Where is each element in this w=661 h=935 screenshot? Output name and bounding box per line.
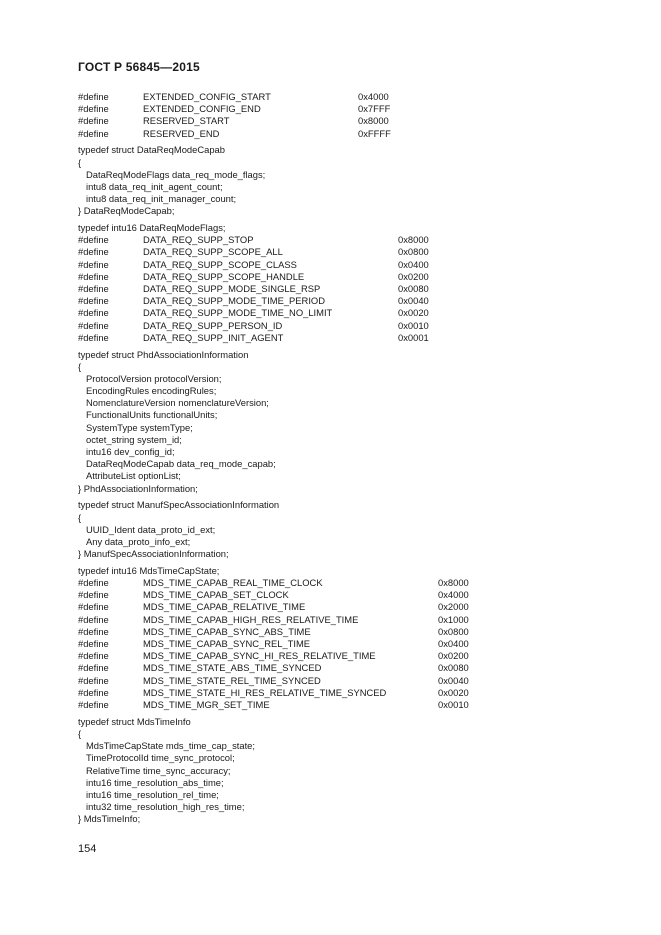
define-line bbox=[78, 650, 598, 662]
open-brace: { bbox=[78, 156, 82, 168]
define-value: 0x0400 bbox=[438, 638, 469, 650]
struct-field: octet_string system_id; bbox=[86, 433, 182, 445]
define-line bbox=[78, 577, 598, 589]
define-line bbox=[78, 91, 598, 103]
struct-field: EncodingRules encodingRules; bbox=[86, 385, 217, 397]
define-name: MDS_TIME_MGR_SET_TIME bbox=[143, 698, 270, 710]
define-value: 0x0080 bbox=[438, 662, 469, 674]
define-value: 0x4000 bbox=[438, 589, 469, 601]
define-keyword: #define bbox=[78, 295, 109, 307]
define-name: DATA_REQ_SUPP_SCOPE_CLASS bbox=[143, 258, 297, 270]
define-name: MDS_TIME_CAPAB_HIGH_RES_RELATIVE_TIME bbox=[143, 613, 359, 625]
define-keyword: #define bbox=[78, 601, 109, 613]
define-line bbox=[78, 589, 598, 601]
define-name: EXTENDED_CONFIG_START bbox=[143, 91, 271, 102]
struct-field: NomenclatureVersion nomenclatureVersion; bbox=[86, 397, 269, 409]
define-name: RESERVED_END bbox=[143, 127, 220, 139]
struct-field: RelativeTime time_sync_accuracy; bbox=[86, 764, 231, 776]
define-name: MDS_TIME_CAPAB_SYNC_REL_TIME bbox=[143, 638, 311, 650]
define-name: MDS_TIME_CAPAB_REAL_TIME_CLOCK bbox=[143, 577, 323, 589]
define-line bbox=[78, 103, 598, 115]
close-line: } PhdAssociationInformation; bbox=[78, 482, 198, 494]
define-keyword: #define bbox=[78, 577, 109, 589]
define-line bbox=[78, 675, 598, 687]
define-keyword: #define bbox=[78, 613, 109, 625]
define-value: 0x0010 bbox=[438, 698, 469, 710]
define-line bbox=[78, 626, 598, 638]
define-keyword: #define bbox=[78, 234, 109, 246]
struct-field: SystemType systemType; bbox=[86, 421, 193, 433]
define-keyword: #define bbox=[78, 650, 109, 662]
typedef-line: typedef struct PhdAssociationInformation bbox=[78, 348, 249, 360]
struct-field: intu8 data_req_init_manager_count; bbox=[86, 193, 237, 205]
define-line bbox=[78, 662, 598, 674]
define-keyword: #define bbox=[78, 698, 109, 710]
define-value: 0x8000 bbox=[358, 115, 389, 127]
define-keyword: #define bbox=[78, 246, 109, 258]
define-name: EXTENDED_CONFIG_END bbox=[143, 103, 261, 115]
define-keyword: #define bbox=[78, 319, 109, 331]
define-line bbox=[78, 601, 598, 613]
open-brace: { bbox=[78, 511, 82, 523]
struct-field: intu16 time_resolution_rel_time; bbox=[86, 788, 219, 800]
define-value: 0x8000 bbox=[438, 577, 469, 589]
define-line bbox=[78, 295, 598, 307]
typedef-line: typedef struct ManufSpecAssociationInformation bbox=[78, 499, 280, 511]
define-name: RESERVED_START bbox=[143, 115, 230, 127]
page-number: 154 bbox=[78, 843, 97, 855]
define-name: DATA_REQ_SUPP_MODE_SINGLE_RSP bbox=[143, 283, 321, 294]
define-value: 0x4000 bbox=[358, 91, 389, 102]
struct-field: intu16 time_resolution_abs_time; bbox=[86, 776, 224, 788]
define-line bbox=[78, 128, 598, 140]
define-value: 0x0010 bbox=[398, 319, 429, 331]
struct-field: UUID_Ident data_proto_id_ext; bbox=[86, 523, 216, 535]
define-name: DATA_REQ_SUPP_STOP bbox=[143, 234, 254, 246]
define-keyword: #define bbox=[78, 638, 109, 650]
define-keyword: #define bbox=[78, 307, 109, 319]
define-keyword: #define bbox=[78, 115, 109, 127]
define-line bbox=[78, 614, 598, 626]
define-line bbox=[78, 246, 598, 258]
define-value: 0x0800 bbox=[438, 625, 469, 637]
define-line bbox=[78, 259, 598, 271]
open-brace: { bbox=[78, 360, 82, 372]
define-line bbox=[78, 332, 598, 344]
define-name: DATA_REQ_SUPP_MODE_TIME_PERIOD bbox=[143, 295, 325, 307]
define-keyword: #define bbox=[78, 331, 109, 343]
define-block-mds-time-cap bbox=[78, 577, 598, 711]
define-keyword: #define bbox=[78, 103, 109, 115]
close-line: } MdsTimeInfo; bbox=[78, 813, 141, 825]
define-keyword: #define bbox=[78, 258, 109, 270]
define-name: DATA_REQ_SUPP_SCOPE_HANDLE bbox=[143, 270, 305, 282]
define-value: 0x8000 bbox=[398, 234, 429, 246]
typedef-line: typedef intu16 MdsTimeCapState; bbox=[78, 564, 220, 576]
define-value: 0x0200 bbox=[398, 270, 429, 282]
close-line: } ManufSpecAssociationInformation; bbox=[78, 548, 229, 560]
struct-field: FunctionalUnits functionalUnits; bbox=[86, 409, 218, 421]
define-value: 0x0020 bbox=[438, 686, 469, 698]
define-line bbox=[78, 699, 598, 711]
struct-field: ProtocolVersion protocolVersion; bbox=[86, 372, 222, 384]
define-name: MDS_TIME_CAPAB_SET_CLOCK bbox=[143, 589, 289, 601]
define-keyword: #define bbox=[78, 625, 109, 637]
document-header: ГОСТ Р 56845—2015 bbox=[78, 60, 200, 74]
define-value: 0x0200 bbox=[438, 650, 469, 662]
define-keyword: #define bbox=[78, 674, 109, 686]
define-keyword: #define bbox=[78, 662, 109, 674]
define-name: MDS_TIME_STATE_REL_TIME_SYNCED bbox=[143, 674, 321, 686]
define-value: 0x7FFF bbox=[358, 103, 391, 115]
define-value: 0x1000 bbox=[438, 613, 469, 625]
struct-data-req-mode-capab bbox=[78, 144, 598, 217]
struct-field: AttributeList optionList; bbox=[86, 470, 181, 482]
define-value: 0x0800 bbox=[398, 246, 429, 258]
define-keyword: #define bbox=[78, 270, 109, 282]
struct-field: TimeProtocolId time_sync_protocol; bbox=[86, 752, 235, 764]
define-line bbox=[78, 320, 598, 332]
define-value: 0x0400 bbox=[398, 258, 429, 270]
struct-field: DataReqModeCapab data_req_mode_capab; bbox=[86, 458, 276, 470]
define-keyword: #define bbox=[78, 283, 109, 294]
define-line bbox=[78, 115, 598, 127]
define-keyword: #define bbox=[78, 127, 109, 139]
typedef-line: typedef struct MdsTimeInfo bbox=[78, 715, 191, 727]
define-value: 0x0001 bbox=[398, 331, 429, 343]
open-brace: { bbox=[78, 727, 82, 739]
define-name: MDS_TIME_CAPAB_SYNC_ABS_TIME bbox=[143, 625, 311, 637]
define-value: 0x0080 bbox=[398, 283, 429, 294]
code-listing bbox=[78, 91, 598, 825]
close-line: } DataReqModeCapab; bbox=[78, 205, 175, 217]
define-keyword: #define bbox=[78, 589, 109, 601]
struct-manuf-spec-association-information bbox=[78, 499, 598, 560]
struct-field: DataReqModeFlags data_req_mode_flags; bbox=[86, 168, 266, 180]
define-value: 0x0020 bbox=[398, 307, 429, 319]
define-name: DATA_REQ_SUPP_MODE_TIME_NO_LIMIT bbox=[143, 307, 333, 319]
struct-field: intu8 data_req_init_agent_count; bbox=[86, 180, 223, 192]
typedef-line: typedef struct DataReqModeCapab bbox=[78, 144, 225, 156]
define-name: MDS_TIME_STATE_HI_RES_RELATIVE_TIME_SYNCED bbox=[143, 686, 387, 698]
define-name: DATA_REQ_SUPP_PERSON_ID bbox=[143, 319, 283, 331]
define-line bbox=[78, 271, 598, 283]
define-value: 0x0040 bbox=[398, 295, 429, 307]
struct-field: MdsTimeCapState mds_time_cap_state; bbox=[86, 740, 255, 752]
define-line bbox=[78, 687, 598, 699]
define-value: 0xFFFF bbox=[358, 127, 391, 139]
struct-field: Any data_proto_info_ext; bbox=[86, 535, 191, 547]
struct-mds-time-info bbox=[78, 716, 598, 826]
struct-phd-association-information bbox=[78, 349, 598, 495]
define-line bbox=[78, 307, 598, 319]
define-line bbox=[78, 234, 598, 246]
define-name: MDS_TIME_CAPAB_SYNC_HI_RES_RELATIVE_TIME bbox=[143, 650, 376, 662]
define-block-extended bbox=[78, 91, 598, 140]
define-line bbox=[78, 283, 598, 295]
struct-field: intu16 dev_config_id; bbox=[86, 446, 175, 458]
define-line bbox=[78, 638, 598, 650]
define-keyword: #define bbox=[78, 91, 109, 102]
define-value: 0x0040 bbox=[438, 674, 469, 686]
define-keyword: #define bbox=[78, 686, 109, 698]
struct-field: intu32 time_resolution_high_res_time; bbox=[86, 801, 245, 813]
typedef-line: typedef intu16 DataReqModeFlags; bbox=[78, 222, 226, 234]
define-value: 0x2000 bbox=[438, 601, 469, 613]
define-name: DATA_REQ_SUPP_SCOPE_ALL bbox=[143, 246, 283, 258]
define-block-data-req-flags bbox=[78, 234, 598, 344]
define-name: DATA_REQ_SUPP_INIT_AGENT bbox=[143, 331, 284, 343]
define-name: MDS_TIME_CAPAB_RELATIVE_TIME bbox=[143, 601, 306, 613]
define-name: MDS_TIME_STATE_ABS_TIME_SYNCED bbox=[143, 662, 322, 674]
